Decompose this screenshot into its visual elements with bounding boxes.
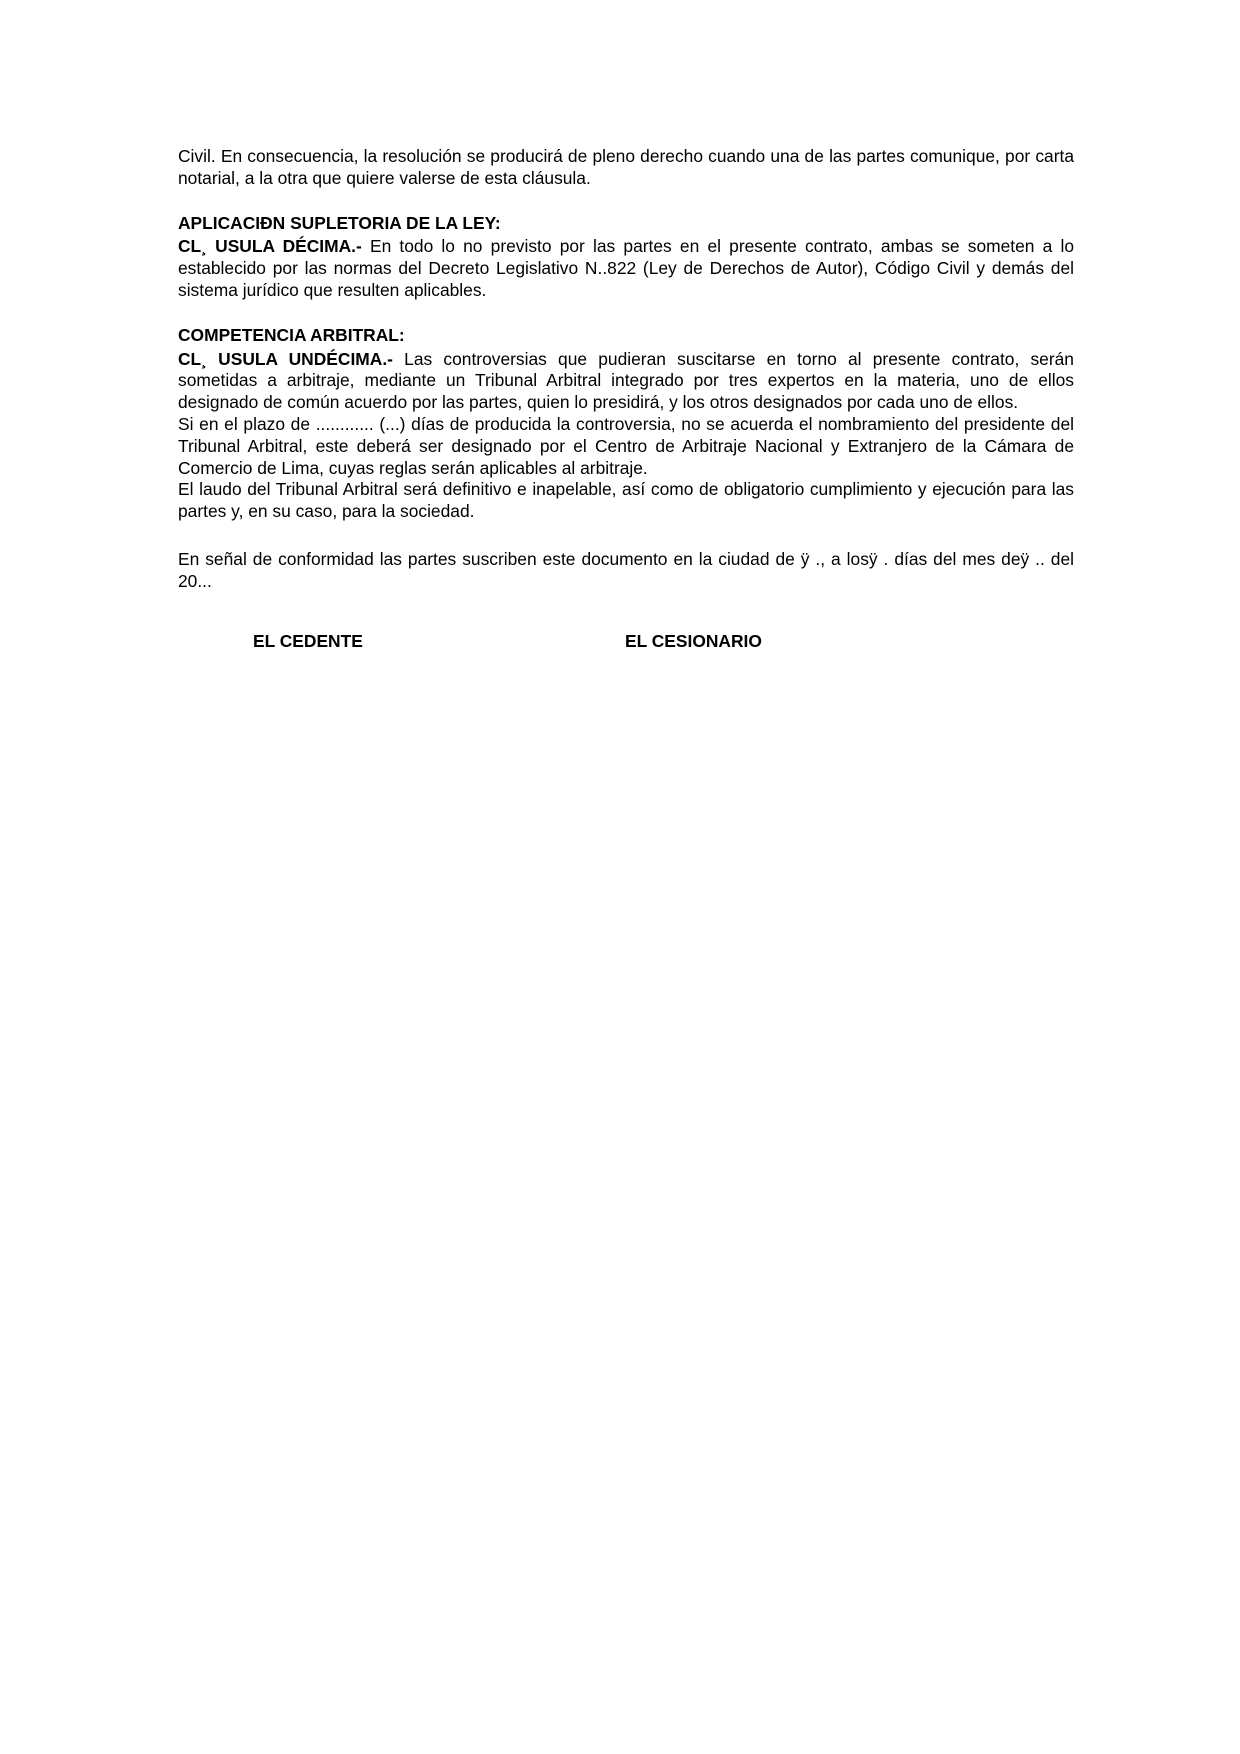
clause-undecima-title: CL¸ USULA UNDÉCIMA.- bbox=[178, 348, 393, 369]
document-page bbox=[178, 146, 1074, 655]
clause-undecima-text: Las controversias que pudieran suscitarse en torno al presente contrato, serán sometidas a arbitraje, mediante un Tribunal Arbitral integrado por tres expertos en la materia, uno de ellos designado de común acuerdo por las partes, quien lo presidirá, y los otros designados por cada uno de ellos. bbox=[178, 348, 1074, 413]
signature-block bbox=[178, 631, 1074, 655]
closing-paragraph: En señal de conformidad las partes suscriben este documento en la ciudad de ÿ ., a losÿ . días del mes deÿ .. del 20... bbox=[178, 548, 1074, 591]
clause-decima bbox=[178, 236, 1074, 301]
arbitral-paragraph-plazo: Si en el plazo de ............ (...) días de producida la controversia, no se acuerda el nombramiento del presidente del Tribunal Arbitral, este deberá ser designado por el Centro de Arbitraje Nacional y Extranjero de la Cámara de Comercio de Lima, cuyas reglas serán aplicables al arbitraje. bbox=[178, 413, 1074, 478]
heading-competencia-arbitral: COMPETENCIA ARBITRAL: bbox=[178, 324, 405, 345]
arbitral-paragraph-laudo: El laudo del Tribunal Arbitral será definitivo e inapelable, así como de obligatorio cumplimiento y ejecución para las partes y, en su caso, para la sociedad. bbox=[178, 479, 1074, 522]
clause-decima-title: CL¸ USULA DÉCIMA.- bbox=[178, 236, 362, 257]
intro-paragraph: Civil. En consecuencia, la resolución se producirá de pleno derecho cuando una de las partes comunique, por carta notarial, a la otra que quiere valerse de esta cláusula. bbox=[178, 146, 1074, 188]
signature-cedente: EL CEDENTE bbox=[253, 630, 363, 651]
signature-cesionario: EL CESIONARIO bbox=[625, 630, 762, 651]
clause-undecima bbox=[178, 349, 1074, 414]
heading-aplicacion-supletoria: APLICACIÐN SUPLETORIA DE LA LEY: bbox=[178, 212, 501, 233]
clause-decima-text: En todo lo no previsto por las partes en el presente contrato, ambas se someten a lo establecido por las normas del Decreto Legislativo N..822 (Ley de Derechos de Autor), Código Civil y demás del sistema jurídico que resulten aplicables. bbox=[178, 236, 1074, 300]
